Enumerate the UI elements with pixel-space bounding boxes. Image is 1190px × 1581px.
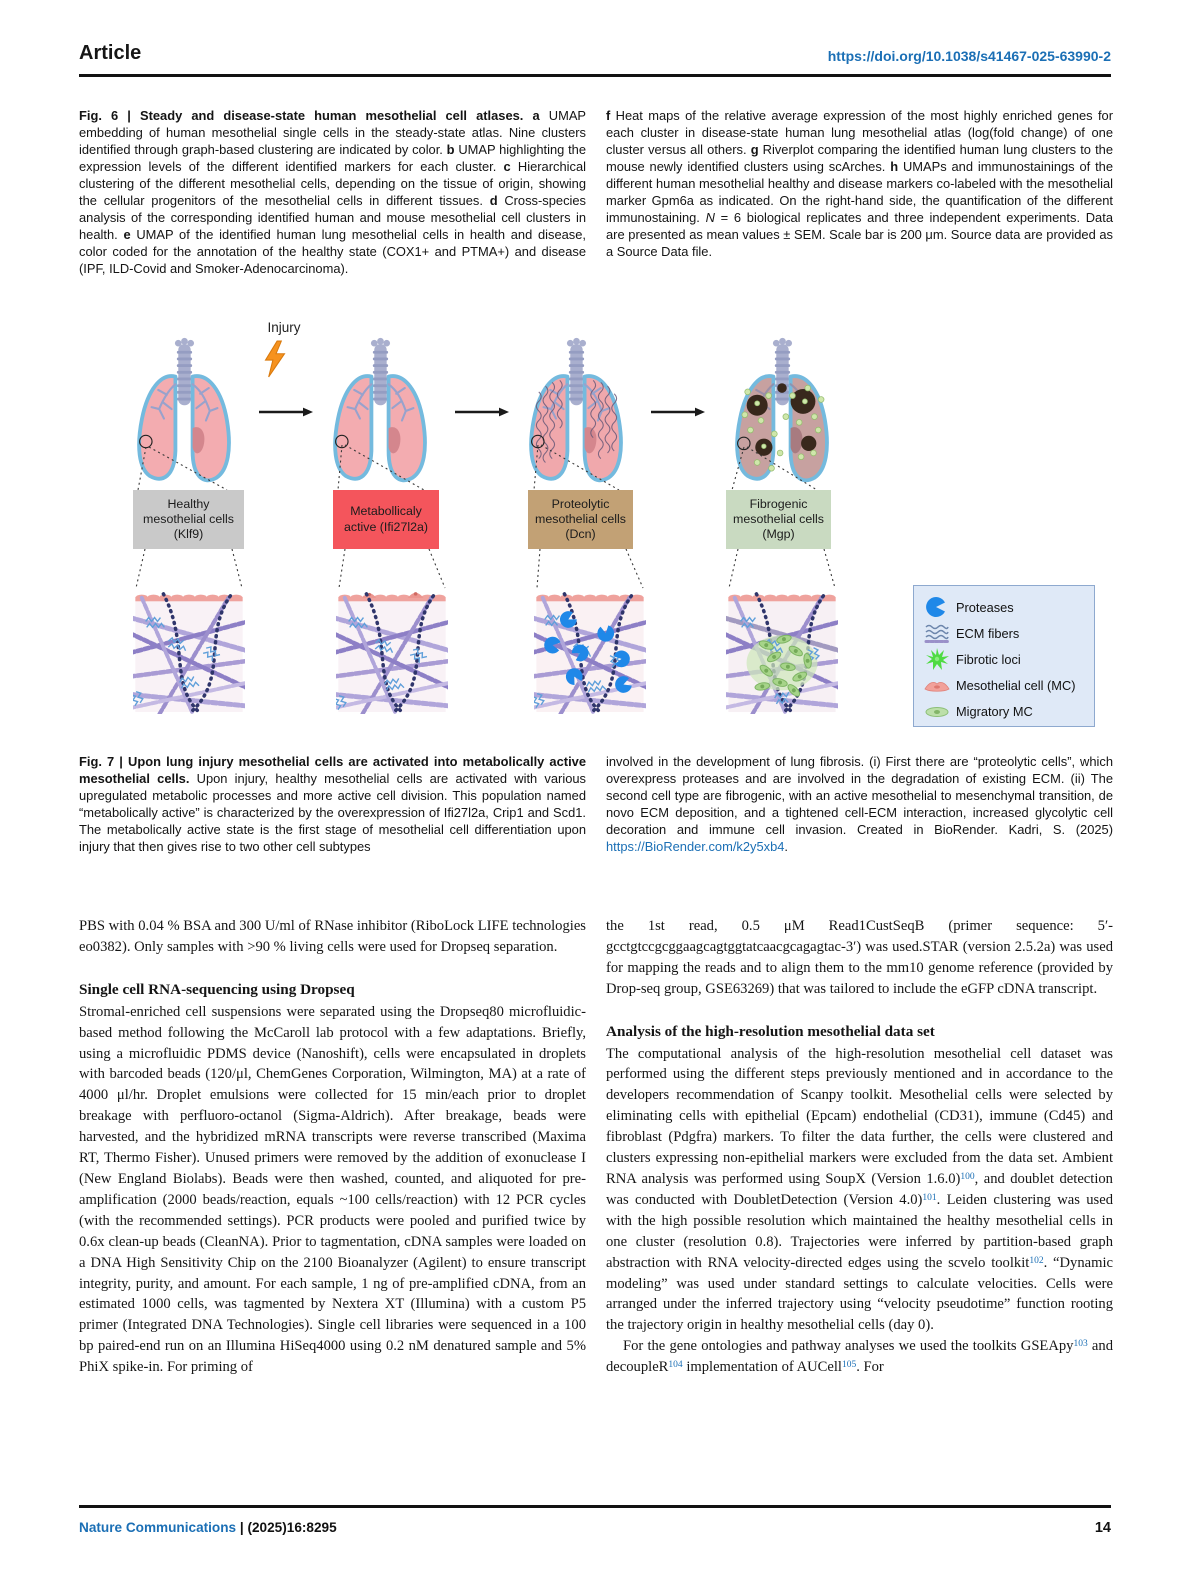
paragraph-pbs: PBS with 0.04 % BSA and 300 U/ml of RNase inhibitor (RiboLock LIFE technologies eo0382). Only samples with >90 % living cells were used for Dropseq separation. [79, 918, 586, 955]
legend-item-proteases [924, 594, 1084, 620]
stage-label: Proteolytic mesothelial cells (Dcn) [535, 496, 626, 542]
header-rule [79, 74, 1111, 77]
legend-item-fibrotic-loci [924, 646, 1084, 672]
reference-102[interactable]: 102 [1029, 1255, 1044, 1266]
section-heading-analysis: Analysis of the high-resolution mesothelial data set [606, 1022, 935, 1040]
reference-103[interactable]: 103 [1073, 1339, 1088, 1350]
stage-label: Healthy mesothelial cells (Klf9) [143, 496, 234, 542]
footer-volume: | (2025)16:8295 [239, 1520, 337, 1535]
biorender-link[interactable]: https://BioRender.com/k2y5xb4 [606, 838, 785, 854]
tissue-panel-healthy [133, 588, 245, 714]
fig6-caption-title: Fig. 6 | Steady and disease-state human mesothelial cell atlases. [79, 107, 533, 123]
section-heading-dropseq: Single cell RNA-sequencing using Dropseq [79, 980, 355, 998]
legend-item-ecm-fibers [924, 620, 1084, 646]
migratory-mc-icon [924, 698, 950, 724]
fibrotic-loci-icon [924, 646, 950, 672]
tissue-panel-proteolytic [534, 588, 646, 714]
stage-label: Fibrogenic mesothelial cells (Mgp) [733, 496, 824, 542]
stage-box-proteolytic [528, 490, 633, 549]
reference-101[interactable]: 101 [922, 1192, 937, 1203]
footer-citation [79, 1520, 337, 1535]
tissue-panel-metabolically-active [336, 588, 448, 714]
injury-label: Injury [267, 320, 301, 335]
legend-label: ECM fibers [956, 625, 1020, 641]
page-number: 14 [1094, 1520, 1111, 1536]
paragraph-read-mapping: the 1st read, 0.5 μM Read1CustSeqB (primer sequence: 5′-gcctgtccgcggaagcagtggtatcaacgcagagtac-3′) was used.STAR (version 2.5.2a) was used for mapping the reads and to align them to the mm10 genome reference (provided by Drop-seq group, GSE63269) that was tailored to include the eGFP cDNA transcript. [606, 918, 1113, 997]
tissue-panel-fibrogenic [726, 588, 838, 714]
footer-rule [79, 1505, 1111, 1508]
legend-label: Proteases [956, 599, 1014, 615]
proteases-icon [924, 594, 950, 620]
fig6-caption-left-column: Fig. 6 | Steady and disease-state human mesothelial cell atlases. a UMAP embedding of human mesothelial single cells in the steady-state atlas. Nine clusters identified through graph-based clustering are indicated by color. b UMAP highlighting the expression levels of the different identified markers for each cluster. c Hierarchical clustering of the different mesothelial cells, depending on the tissue of origin, showing the cellular progenitors of the mesothelial cells in different tissues. d Cross-species analysis of the corresponding identified human and mouse mesothelial cell clusters in health. e UMAP of the identified human lung mesothelial cells in health and disease, color coded for the annotation of the healthy state (COX1+ and PTMA+) and disease (IPF, ILD-Covid and Smoker-Adenocarcinoma). [79, 107, 587, 276]
legend-label: Migratory MC [956, 703, 1033, 719]
body-right-column [606, 916, 1113, 1378]
paragraph-computational-analysis: The computational analysis of the high-resolution mesothelial cell dataset was performed using the different steps previously mentioned and in accordance to the developers recommendation of Scanpy toolkit. Mesothelial cells were selected by eliminating cells with epithelial (Epcam) endothelial (CD31), immune (Cd45) and fibroblast (Pdgfra) markers. To filter the data further, the cells were clustered and clusters expressing non-epithelial markers were excluded from the data set. Ambient RNA analysis was performed using SoupX (Version 1.6.0)$^{100}$, and doublet detection was conducted with DoubletDetection (Version 4.0)$^{101}$. Leiden clustering was used with the high possible resolution which maintained the healthy mesothelial cells in one cluster (resolution 0.8). Trajectories were inferred by partition-based graph abstraction with RNA velocity-directed edges using the scvelo toolkit$^{102}$. “Dynamic modeling” was used under standard settings to calculate velocities. Cells were arranged under the inferred trajectory using “velocity pseudotime” function rooting the trajectory origin in healthy mesothelial cells (day 0). [606, 1045, 1113, 1334]
paragraph-gene-ontologies: For the gene ontologies and pathway analyses we used the toolkits GSEApy$^{103}$ and decoupleR$^{104}$ implementation of AUCell$^{105}$. For [606, 1338, 1113, 1376]
legend-label: Mesothelial cell (MC) [956, 677, 1076, 693]
paragraph-dropseq-methods: Stromal-enriched cell suspensions were separated using the Dropseq80 microfluidic-based method following the McCaroll lab protocol with a few adaptations. Briefly, using a microfluidic PDMS device (Nanoshift), cells were encapsulated in droplets with barcoded beads (120/μl, ChemGenes Corporation, Wilmington, MA) at a rate of 4000 μl/hr. Droplet emulsions were collected for 15 min/each prior to droplet breakage with perfluoro-octanol (Sigma-Aldrich). After breakage, beads were harvested, and the hybridized mRNA transcripts were reverse transcribed (Maxima RT, Thermo Fisher). Unused primers were removed by the addition of exonuclease I (New England Biolabs). Beads were then washed, counted, and aliquoted for pre-amplification (2000 beads/reaction, equals ~100 cells/reaction) with 12 PCR cycles (with the recommended settings). PCR products were pooled and purified twice by 0.6x clean-up beads (CleanNA). Prior to tagmentation, cDNA samples were loaded on a DNA High Sensitivity Chip on the 2100 Bioanalyzer (Agilent) to ensure transcript integrity, purity, and amount. For each sample, 1 ng of pre-amplified cDNA, from an estimated 1000 cells, was tagmented by Nextera XT (Illumina) with a custom P5 primer (Integrated DNA Technologies). Single cell libraries were sequenced in a 100 bp paired-end run on an Illumina HiSeq4000 using 0.2 nM denatured sample and 5% PhiX spike-in. For priming of [79, 1003, 586, 1376]
body-left-column [79, 916, 586, 1378]
fig7-caption-title: Fig. 7 | Upon lung injury mesothelial cells are activated into metabolically active mesothelial cells. [79, 753, 586, 786]
reference-104[interactable]: 104 [668, 1360, 683, 1371]
figure-legend-box [913, 585, 1095, 727]
figure7-graphic [79, 300, 1111, 742]
mesothelial-cell-icon [924, 672, 950, 698]
reference-100[interactable]: 100 [960, 1171, 975, 1182]
stage-label: Metabollicaly active (Ifi27l2a) [343, 504, 429, 534]
stage-box-fibrogenic [726, 490, 831, 549]
doi-link[interactable]: https://doi.org/10.1038/s41467-025-63990-2 [827, 48, 1111, 64]
fig7-caption-right-column: involved in the development of lung fibrosis. (i) First there are “proteolytic cells”, which overexpress proteases and are involved in the degradation of existing ECM. (ii) The second cell type are fibrogenic, with an active mesothelial to mesenchymal transition, de novo ECM deposition, and a tightened cell-ECM interaction, increased glycolytic cell decoration and immune cell invasion. Created in BioRender. Kadri, S. (2025) https://BioRender.com/k2y5xb4. [606, 753, 1113, 854]
journal-link[interactable]: Nature Communications [79, 1520, 237, 1535]
fig6-caption-right-column: f Heat maps of the relative average expression of the most highly enriched genes for each cluster in disease-state human lung mesothelial atlas (log(fold change) of one cluster versus all others. g Riverplot comparing the identified human lung clusters to the mouse newly identified clusters using scArches. h UMAPs and immunostainings of the different human mesothelial healthy and disease markers co-labeled with the mesothelial marker Gpm6a as indicated. On the right-hand side, the quantification of the different immunostaining. N = 6 biological replicates and three independent experiments. Data are presented as mean values ± SEM. Scale bar is 200 μm. Source data are provided as a Source Data file. [606, 107, 1113, 259]
legend-label: Fibrotic loci [956, 651, 1021, 667]
legend-item-migratory-mc [924, 698, 1084, 724]
stage-box-healthy [133, 490, 244, 549]
ecm-fibers-icon [924, 620, 950, 646]
reference-105[interactable]: 105 [841, 1360, 857, 1371]
stage-box-metabolically-active [333, 490, 439, 549]
fig7-caption-left-column: Fig. 7 | Upon lung injury mesothelial cells are activated into metabolically active mesothelial cells. Upon injury, healthy mesothelial cells are activated with various upregulated metabolic processes and more active cell division. This population named “metabolically active” is characterized by the overexpression of Ifi27l2a, Crip1 and Scd1. The metabolically active state is the first stage of mesothelial cell differentiation upon injury that then gives rise to two other cell subtypes [79, 753, 586, 854]
article-type-label: Article [79, 42, 142, 64]
legend-item-mesothelial-cell [924, 672, 1084, 698]
